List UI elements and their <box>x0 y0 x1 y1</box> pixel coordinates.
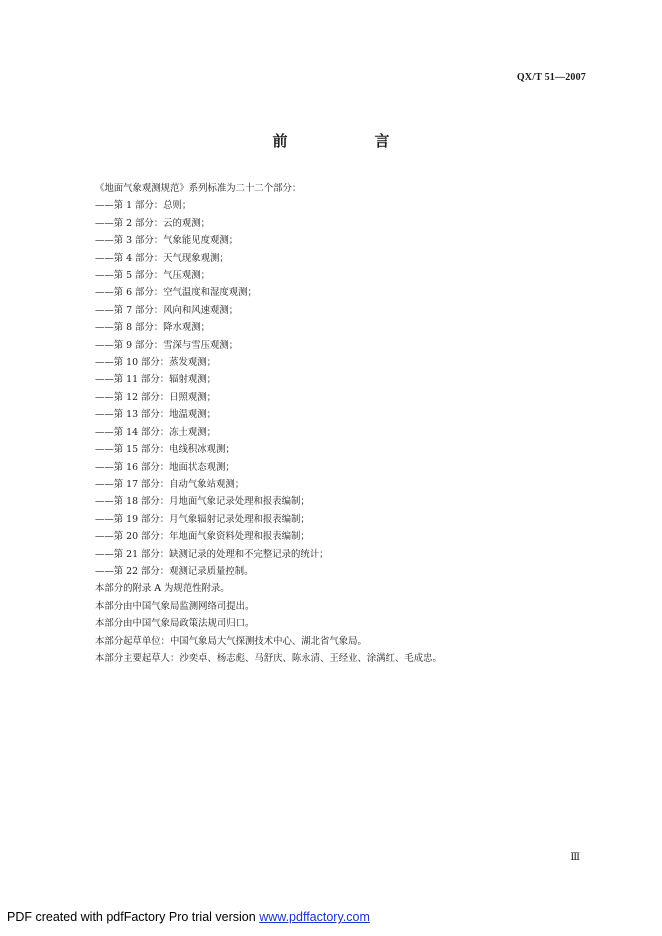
note-paragraph: 本部分的附录 A 为规范性附录。 <box>95 583 230 595</box>
part-list-item: ——第 12 部分：日照观测； <box>95 391 217 403</box>
part-list-item: ——第 2 部分：云的观测； <box>95 217 211 229</box>
foreword-body <box>95 180 575 667</box>
part-list-item: ——第 17 部分：自动气象站观测； <box>95 478 245 490</box>
footer-text: PDF created with pdfFactory Pro trial version <box>7 910 260 924</box>
standard-code: QX/T 51—2007 <box>516 72 586 83</box>
part-list-item: ——第 16 部分：地面状态观测； <box>95 461 235 473</box>
note-paragraph: 本部分由中国气象局监测网络司提出。 <box>95 600 255 612</box>
pdf-footer <box>7 910 370 924</box>
part-list-item: ——第 22 部分：观测记录质量控制。 <box>95 565 254 577</box>
part-list-item: ——第 15 部分：电线积冰观测； <box>95 444 235 456</box>
part-list-item: ——第 9 部分：雪深与雪压观测； <box>95 339 239 351</box>
note-paragraph: 本部分主要起草人：沙奕卓、杨志彪、马舒庆、陈永清、王经业、涂满红、毛成忠。 <box>95 652 442 664</box>
part-list-item: ——第 14 部分：冻土观测； <box>95 426 217 438</box>
page-title: 前 言 <box>272 132 426 150</box>
note-paragraph: 本部分起草单位：中国气象局大气探测技术中心、湖北省气象局。 <box>95 635 367 647</box>
part-list-item: ——第 8 部分：降水观测； <box>95 322 211 334</box>
part-list-item: ——第 10 部分：蒸发观测； <box>95 357 217 369</box>
part-list-item: ——第 6 部分：空气温度和湿度观测； <box>95 287 257 299</box>
part-list-item: ——第 7 部分：风向和风速观测； <box>95 304 239 316</box>
part-list-item: ——第 4 部分：天气现象观测； <box>95 252 229 264</box>
part-list-item: ——第 18 部分：月地面气象记录处理和报表编制； <box>95 496 310 508</box>
note-paragraph: 本部分由中国气象局政策法规司归口。 <box>95 618 255 630</box>
part-list-item: ——第 1 部分：总则； <box>95 200 192 212</box>
part-list-item: ——第 3 部分：气象能见度观测； <box>95 235 239 247</box>
intro-paragraph: 《地面气象观测规范》系列标准为二十二个部分： <box>95 183 302 194</box>
part-list-item: ——第 11 部分：辐射观测； <box>95 374 217 386</box>
part-list-item: ——第 5 部分：气压观测； <box>95 270 211 282</box>
page-number: Ⅲ <box>570 852 580 863</box>
parts-list <box>95 197 575 580</box>
part-list-item: ——第 19 部分：月气象辐射记录处理和报表编制； <box>95 513 310 525</box>
part-list-item: ——第 20 部分：年地面气象资料处理和报表编制； <box>95 531 310 543</box>
part-list-item: ——第 13 部分：地温观测； <box>95 409 217 421</box>
footer-link[interactable]: www.pdffactory.com <box>259 910 370 924</box>
part-list-item: ——第 21 部分：缺测记录的处理和不完整记录的统计； <box>95 548 329 560</box>
notes-list <box>95 580 575 667</box>
